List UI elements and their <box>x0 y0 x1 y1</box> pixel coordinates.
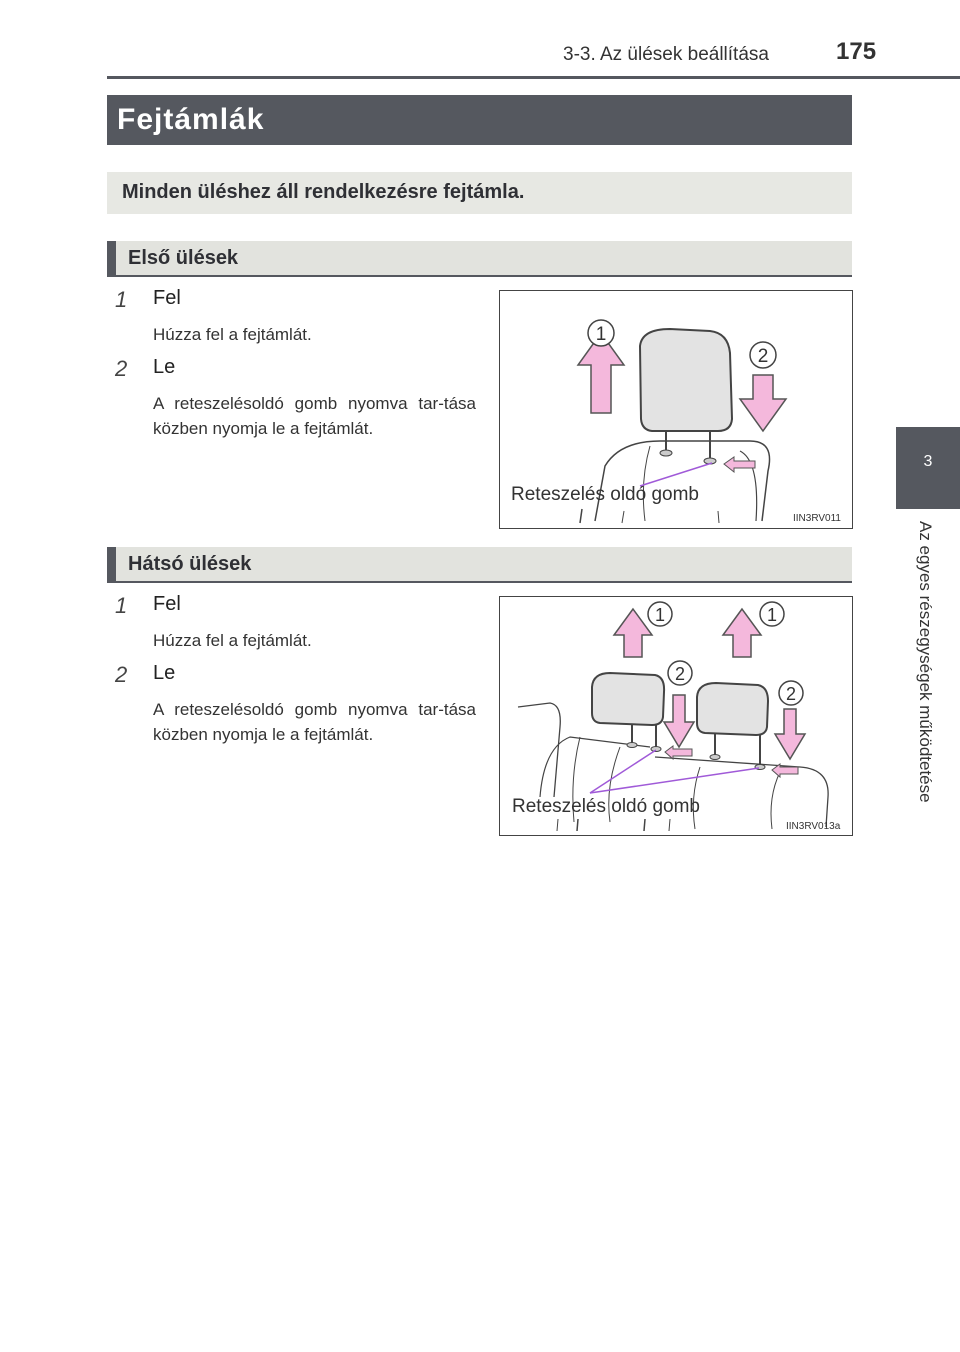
rear-release-button-label: Reteszelés oldó gomb <box>512 796 700 817</box>
rear-item-1-title: Fel <box>153 593 181 615</box>
front-callout-2: 2 <box>757 346 769 367</box>
page-number: 175 <box>836 38 877 65</box>
rear-item-1-text: Húzza fel a fejtámlát. <box>153 631 312 650</box>
section-heading-front <box>107 241 852 277</box>
down-arrow-icon <box>664 695 694 747</box>
chapter-number: 3 <box>923 453 933 470</box>
section-heading-rear <box>107 547 852 583</box>
chapter-tab <box>896 427 960 509</box>
intro-text: Minden üléshez áll rendelkezésre fejtámla. <box>122 181 525 203</box>
up-arrow-icon <box>723 609 761 657</box>
header-rule <box>107 76 960 79</box>
rear-item-1-number: 1 <box>115 593 128 618</box>
rear-callout-2b: 2 <box>785 684 797 704</box>
rear-callout-1b: 1 <box>766 605 778 625</box>
up-arrow-icon <box>614 609 652 657</box>
down-arrow-icon <box>740 375 786 431</box>
front-item-1-title: Fel <box>153 287 181 309</box>
rear-figure-code: IIN3RV013a <box>786 821 841 832</box>
front-figure-code: IIN3RV011 <box>793 513 841 524</box>
front-item-2-title: Le <box>153 356 176 378</box>
section-heading-front-label: Első ülések <box>128 247 239 269</box>
rear-item-2-text: A reteszelésoldó gomb nyomva tar-tása közben nyomja le a fejtámlát. <box>153 700 476 744</box>
front-callout-1: 1 <box>595 324 607 345</box>
rear-callout-1a: 1 <box>654 605 666 625</box>
rear-item-2-title: Le <box>153 662 176 684</box>
front-item-1-text: Húzza fel a fejtámlát. <box>153 325 312 344</box>
front-item-2-text: A reteszelésoldó gomb nyomva tar-tása közben nyomja le a fejtámlát. <box>153 394 476 438</box>
front-item-2-number: 2 <box>115 356 128 381</box>
rear-callout-2a: 2 <box>674 664 686 684</box>
chapter-caption: Az egyes részegységek működtetése <box>916 521 935 803</box>
section-heading-rear-label: Hátsó ülések <box>128 553 252 575</box>
rear-item-2-number: 2 <box>115 662 128 687</box>
page-title-bar <box>107 95 852 145</box>
front-headrest-figure <box>499 290 853 529</box>
page-title: Fejtámlák <box>117 103 265 136</box>
rear-headrest-figure <box>499 596 853 836</box>
down-arrow-icon <box>775 709 805 759</box>
front-release-button-label: Reteszelés oldó gomb <box>511 484 699 505</box>
front-item-1-number: 1 <box>115 287 128 312</box>
intro-box <box>107 172 852 214</box>
header-section-title: 3-3. Az ülések beállítása <box>563 44 769 65</box>
